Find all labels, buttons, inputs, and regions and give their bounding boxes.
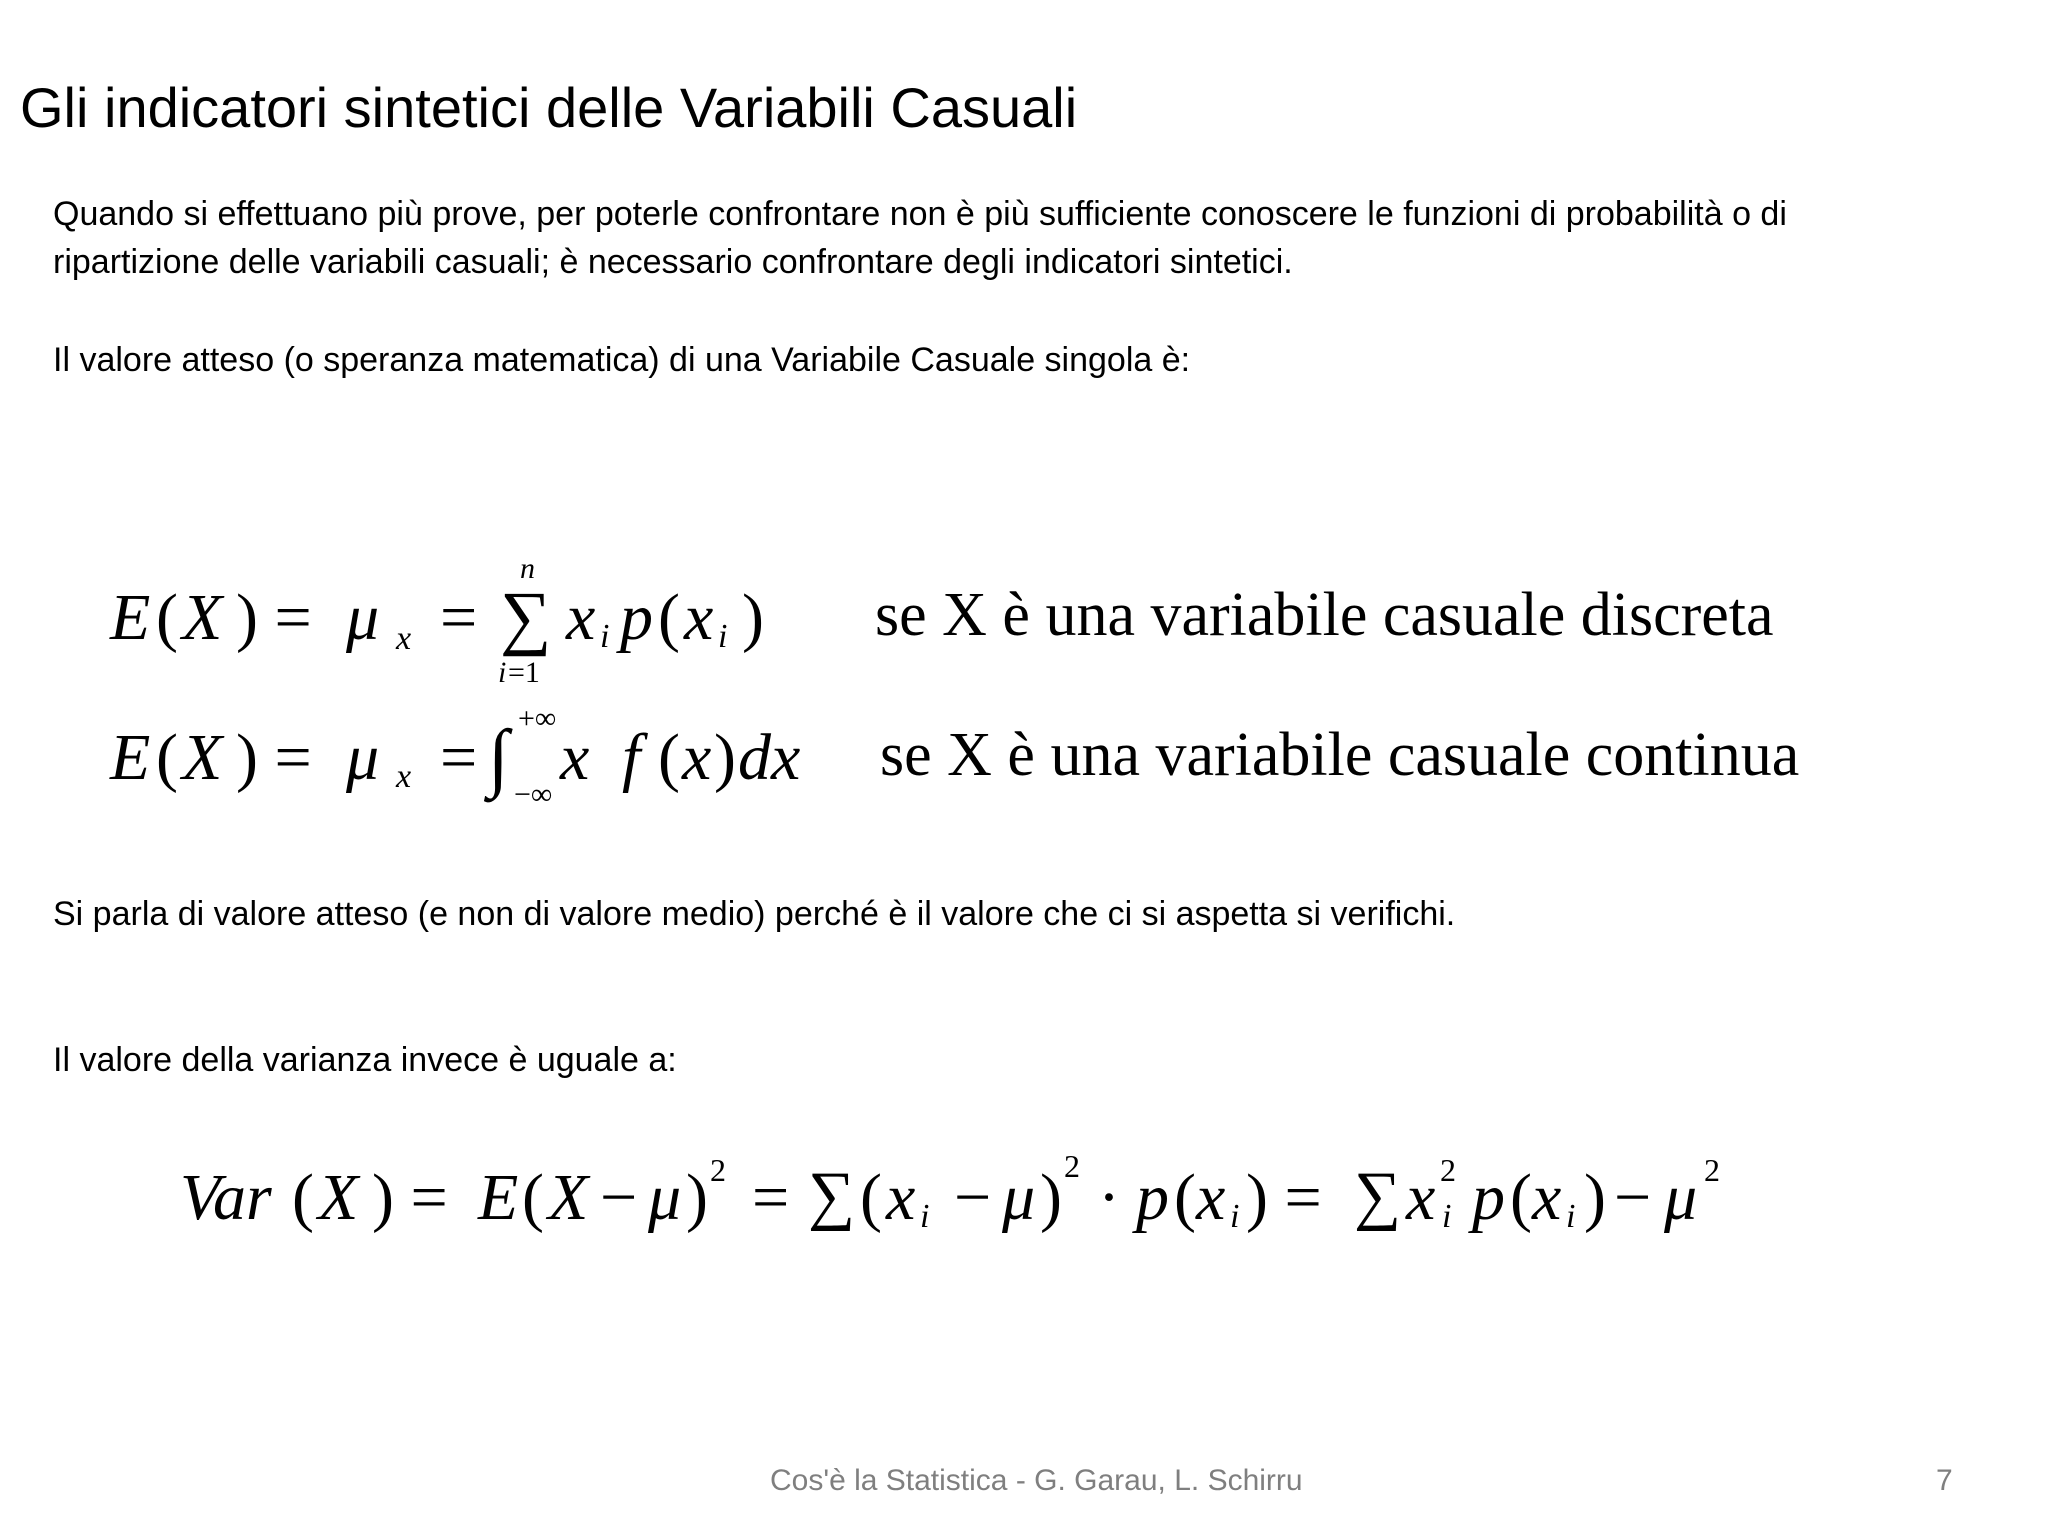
slide-footer: Cos'è la Statistica - G. Garau, L. Schirru: [770, 1464, 1303, 1497]
formula-continuous-description: se X è una variabile casuale continua: [880, 721, 1800, 789]
variance-intro: Il valore della varianza invece è uguale a:: [53, 1041, 677, 1079]
formula-discrete-description: se X è una variabile casuale discreta: [875, 581, 1774, 649]
page-number: 7: [1936, 1464, 1953, 1497]
expected-value-note: Si parla di valore atteso (e non di valore medio) perché è il valore che ci si aspetta si verifichi.: [53, 895, 1456, 933]
formula-variance: Var ( X ) = E ( X − μ ) 2 = ∑ ( x i − μ ) 2 · p ( x i ) = ∑ x 2 i p ( x i ) − μ 2: [180, 1148, 1720, 1235]
intro-paragraph-line1: Quando si effettuano più prove, per poterle confrontare non è più sufficiente conoscere le funzioni di probabilità o di: [53, 195, 1787, 233]
intro-paragraph-line2: ripartizione delle variabili casuali; è necessario confrontare degli indicatori sintetici.: [53, 243, 1293, 281]
formula-expected-value-continuous: E ( X ) = μ x = ∫ +∞ −∞ x f ( x ) dx se X è una variabile casuale continua: [110, 702, 1800, 811]
formula-expected-value-discrete: E ( X ) = μ x = n ∑ i =1 x i p ( x i ) se X è una variabile casuale discreta: [110, 552, 1774, 689]
slide-title: Gli indicatori sintetici delle Variabili Casuali: [20, 76, 1078, 139]
expected-value-intro: Il valore atteso (o speranza matematica) di una Variabile Casuale singola è:: [53, 341, 1191, 379]
